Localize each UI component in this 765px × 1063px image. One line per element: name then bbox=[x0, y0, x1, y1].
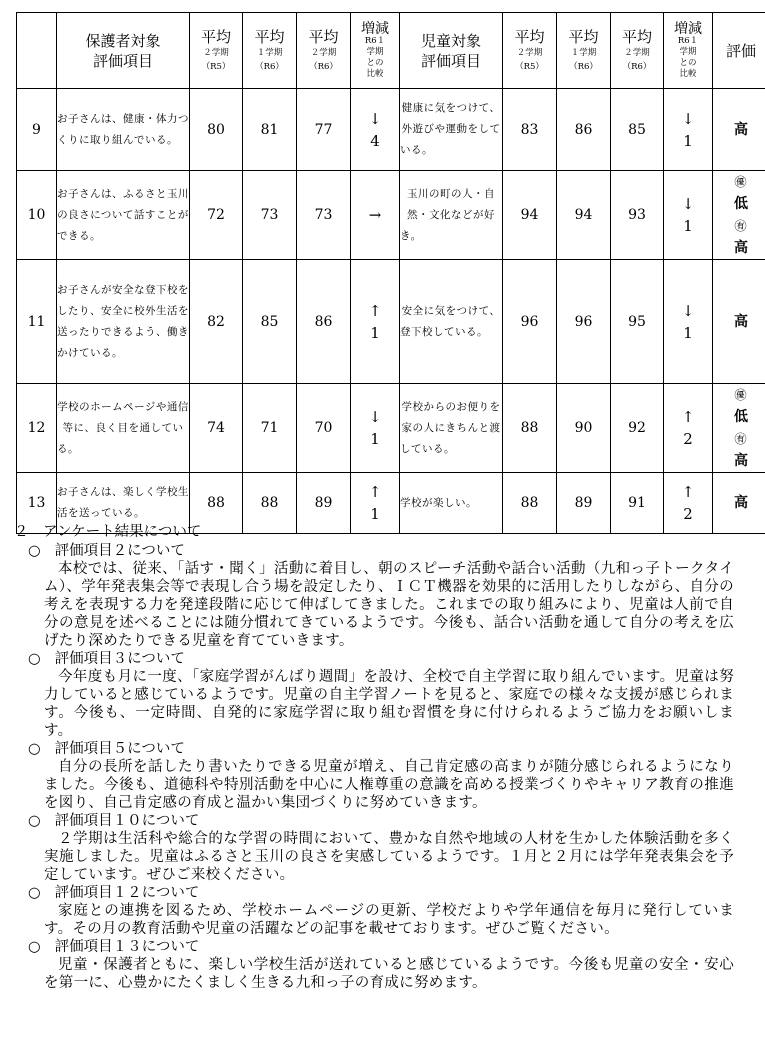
diff-value: 1 bbox=[683, 323, 693, 342]
child-avg-r6-term2 bbox=[611, 171, 664, 260]
commentary-item-title bbox=[28, 812, 734, 830]
commentary-title-text: 評価項目３について bbox=[54, 651, 185, 667]
commentary-title-text: 評価項目１３について bbox=[54, 939, 200, 955]
term-label: １学期 bbox=[570, 47, 597, 58]
value: 85 bbox=[260, 313, 279, 330]
value: 94 bbox=[520, 207, 539, 223]
child-item-text bbox=[400, 260, 503, 384]
commentary-item bbox=[14, 542, 734, 650]
year-label: （R6） bbox=[622, 61, 652, 72]
arrow-icon: ↑ bbox=[681, 483, 695, 501]
parent-diff bbox=[351, 260, 400, 384]
parent-diff bbox=[351, 384, 400, 473]
commentary-body: 自分の長所を話したり書いたりできる児童が増え、自己肯定感の高まりが随分感じられるようになりました。今後も、道徳科や特別活動を中心に人権尊重の意識を高める授業づくりやキャリア教育の推進を図り、自己肯定感の育成と温かい集団づくりに努めていきます。 bbox=[44, 759, 734, 811]
value: 72 bbox=[207, 207, 225, 223]
circle-bullet-icon: ○ bbox=[28, 741, 41, 757]
value: 86 bbox=[574, 121, 593, 138]
child-avg-r6-term1 bbox=[557, 384, 611, 473]
commentary-title-text: 評価項目２について bbox=[54, 543, 185, 559]
term-label: ２学期 bbox=[203, 47, 229, 58]
circle-bullet-icon: ○ bbox=[28, 543, 41, 559]
evaluation bbox=[713, 171, 765, 260]
child-item-text bbox=[400, 384, 503, 473]
item-number-text: 9 bbox=[32, 121, 41, 138]
parent-avg-r5-term2 bbox=[190, 384, 243, 473]
diff-value: 1 bbox=[683, 217, 693, 235]
eval-mark-icon: ㊝ bbox=[734, 388, 747, 402]
header-eval bbox=[713, 13, 765, 89]
circle-bullet-icon: ○ bbox=[28, 885, 41, 901]
header-number bbox=[17, 13, 57, 89]
value: 74 bbox=[207, 420, 225, 436]
survey-results-table bbox=[16, 12, 765, 534]
arrow-icon: ↓ bbox=[681, 109, 695, 128]
parent-avg-r6-term1 bbox=[243, 89, 297, 171]
header-child-r6-term1 bbox=[557, 13, 611, 89]
eval-value: 高 bbox=[734, 240, 748, 256]
child-avg-r5-term2 bbox=[503, 89, 557, 171]
parent-avg-r6-term1 bbox=[243, 260, 297, 384]
parent-avg-r6-term1 bbox=[243, 384, 297, 473]
value: 83 bbox=[520, 121, 539, 138]
eval-value: 高 bbox=[734, 495, 748, 511]
eval-mark-icon: ㊒ bbox=[734, 432, 747, 446]
child-avg-r6-term1 bbox=[557, 260, 611, 384]
value: 88 bbox=[260, 495, 279, 511]
value: 89 bbox=[574, 495, 593, 511]
value: 70 bbox=[314, 420, 333, 436]
parent-avg-r6-term2 bbox=[297, 171, 351, 260]
item-number bbox=[17, 171, 57, 260]
avg-label: 平均 bbox=[621, 27, 652, 46]
parent-item-label: お子さんは、健康・体力つくりに取り組んでいる。 bbox=[57, 112, 189, 146]
parent-item-text bbox=[57, 384, 190, 473]
circle-bullet-icon: ○ bbox=[28, 813, 41, 829]
commentary-item-title bbox=[28, 650, 734, 668]
child-item-label: 学校からのお便りを家の人にきちんと渡している。 bbox=[400, 400, 501, 455]
child-avg-r6-term2 bbox=[611, 89, 664, 171]
eval-second bbox=[713, 215, 765, 259]
avg-label: 平均 bbox=[514, 27, 545, 46]
evaluation bbox=[713, 384, 765, 473]
commentary-items bbox=[14, 542, 734, 992]
arrow-icon: ↑ bbox=[368, 483, 382, 501]
term-label: ２学期 bbox=[310, 47, 337, 58]
term-label: ２学期 bbox=[624, 47, 650, 58]
commentary-body: 家庭との連携を図るため、学校ホームページの更新、学校だよりや学年通信を毎月に発行しています。その月の教育活動や児童の活躍などの記事を載せております。ぜひご覧ください。 bbox=[44, 903, 734, 937]
commentary-item-title bbox=[28, 740, 734, 758]
eval-mark-icon: ㊝ bbox=[734, 175, 747, 189]
diff-value: 1 bbox=[370, 505, 380, 523]
commentary-title-text: 評価項目１０について bbox=[54, 813, 200, 829]
avg-label: 平均 bbox=[200, 27, 231, 46]
header-parent-r6-term1 bbox=[243, 13, 297, 89]
parent-diff bbox=[351, 171, 400, 260]
eval-value: 高 bbox=[734, 313, 748, 330]
circle-bullet-icon: ○ bbox=[28, 651, 41, 667]
parent-avg-r6-term2 bbox=[297, 384, 351, 473]
commentary-item bbox=[14, 884, 734, 938]
header-parent-item bbox=[57, 13, 190, 89]
parent-item-label: 学校のホームページや通信等に、良く目を通している。 bbox=[57, 400, 189, 455]
table-row bbox=[17, 384, 765, 473]
child-avg-r6-term1 bbox=[557, 89, 611, 171]
parent-item-text bbox=[57, 260, 190, 384]
arrow-icon: ↑ bbox=[368, 301, 382, 320]
child-item-label: 玉川の町の人・自然・文化などが好き。 bbox=[400, 187, 495, 242]
commentary-item bbox=[14, 812, 734, 884]
commentary-item-title bbox=[28, 938, 734, 956]
evaluation bbox=[713, 260, 765, 384]
parent-item-label: お子さんが安全な登下校をしたり、安全に校外生活を送ったりできるよう、働きかけている。 bbox=[57, 283, 189, 359]
child-item-text bbox=[400, 89, 503, 171]
diff-value: 1 bbox=[370, 430, 380, 448]
eval-value: 低 bbox=[734, 409, 748, 425]
term-label: ２学期 bbox=[516, 47, 543, 58]
year-label: （R5） bbox=[201, 61, 231, 72]
avg-label: 平均 bbox=[254, 27, 285, 46]
header-child-item bbox=[400, 13, 503, 89]
value: 94 bbox=[574, 207, 593, 223]
circle-bullet-icon: ○ bbox=[28, 939, 41, 955]
value: 88 bbox=[520, 420, 539, 436]
child-diff bbox=[664, 384, 713, 473]
table-row bbox=[17, 89, 765, 171]
commentary-body: 児童・保護者ともに、楽しい学校生活が送れていると感じているようです。今後も児童の安全・安心を第一に、心豊かにたくましく生きる九和っ子の育成に努めます。 bbox=[44, 957, 734, 991]
header-parent-r6-term2 bbox=[297, 13, 351, 89]
table-row bbox=[17, 171, 765, 260]
value: 90 bbox=[574, 420, 593, 436]
value: 73 bbox=[260, 207, 279, 223]
value: 77 bbox=[314, 121, 333, 138]
avg-label: 平均 bbox=[568, 27, 599, 46]
value: 96 bbox=[520, 313, 539, 330]
value: 81 bbox=[260, 121, 279, 138]
diff-value: 2 bbox=[683, 430, 693, 448]
item-number-text: 13 bbox=[27, 495, 46, 511]
eval-value: 低 bbox=[734, 196, 748, 212]
item-number-text: 12 bbox=[27, 420, 46, 436]
commentary-body: 本校では、従来、「話す・聞く」活動に着目し、朝のスピーチ活動や話合い活動（九和っ子トークタイム）、学年発表集会等で表現し合う場を設定したり、ＩＣＴ機器を効果的に活用したりしながら、自分の考えを表現する力を発達段階に応じて伸ばしてきました。これまでの取り組みにより、児童は人前で自分の意見を述べることには随分慣れてきているようです。今後も、話合い活動を通して自分の考えを広げたり深めたりできる児童を育てていきます。 bbox=[44, 561, 734, 649]
term-label: １学期 bbox=[256, 47, 283, 58]
item-number bbox=[17, 260, 57, 384]
child-avg-r6-term2 bbox=[611, 384, 664, 473]
year-label: （R6） bbox=[569, 61, 598, 72]
header-parent-item-label: 保護者対象 評価項目 bbox=[85, 31, 161, 70]
child-diff bbox=[664, 89, 713, 171]
child-item-label: 健康に気をつけて、外遊びや運動をしている。 bbox=[400, 102, 501, 156]
table-header-row bbox=[17, 13, 765, 89]
arrow-icon: ↓ bbox=[681, 195, 695, 213]
parent-avg-r6-term2 bbox=[297, 260, 351, 384]
eval-first bbox=[713, 384, 765, 428]
value: 91 bbox=[628, 495, 646, 511]
diff-label: 増減 bbox=[361, 20, 389, 37]
item-number-text: 10 bbox=[27, 207, 46, 223]
header-child-r5-term2 bbox=[503, 13, 557, 89]
commentary-item bbox=[14, 938, 734, 992]
commentary-body: ２学期は生活科や総合的な学習の時間において、豊かな自然や地域の人材を生かした体験活動を多く実施しました。児童はふるさと玉川の良さを実感しているようです。１月と２月には学年発表集会を予定しています。ぜひご来校ください。 bbox=[44, 831, 734, 883]
value: 80 bbox=[207, 121, 225, 138]
arrow-icon: ↓ bbox=[368, 109, 382, 128]
section-title: ２ アンケート結果について bbox=[14, 524, 202, 540]
header-child-item-label: 児童対象 評価項目 bbox=[420, 31, 481, 70]
arrow-icon: → bbox=[368, 206, 382, 224]
eval-second bbox=[713, 428, 765, 472]
year-label: （R6） bbox=[309, 61, 338, 72]
commentary-title-text: 評価項目５について bbox=[54, 741, 185, 757]
value: 92 bbox=[628, 420, 646, 436]
child-item-label: 安全に気をつけて、登下校している。 bbox=[400, 304, 501, 338]
header-child-diff bbox=[664, 13, 713, 89]
value: 93 bbox=[628, 207, 646, 223]
table-row bbox=[17, 260, 765, 384]
parent-item-label: お子さんは、ふるさと玉川の良さについて話すことができる。 bbox=[57, 187, 189, 242]
value: 89 bbox=[314, 495, 333, 511]
diff-value: 4 bbox=[370, 131, 380, 150]
arrow-icon: ↑ bbox=[681, 408, 695, 426]
eval-mark-icon: ㊒ bbox=[734, 219, 747, 233]
arrow-icon: ↓ bbox=[368, 408, 382, 426]
parent-diff bbox=[351, 89, 400, 171]
eval-first bbox=[713, 171, 765, 215]
diff-value: 1 bbox=[370, 323, 380, 342]
commentary-title-text: 評価項目１２について bbox=[54, 885, 200, 901]
parent-item-label: お子さんは、楽しく学校生活を送っている。 bbox=[57, 486, 189, 519]
eval-value: 高 bbox=[734, 121, 748, 138]
child-avg-r5-term2 bbox=[503, 171, 557, 260]
child-avg-r5-term2 bbox=[503, 384, 557, 473]
parent-avg-r6-term2 bbox=[297, 89, 351, 171]
child-diff bbox=[664, 171, 713, 260]
header-parent-r5-term2 bbox=[190, 13, 243, 89]
diff-sub-label: R6１ 学期 との 比較 bbox=[364, 35, 386, 79]
child-item-label: 学校が楽しい。 bbox=[400, 496, 477, 509]
header-parent-diff bbox=[351, 13, 400, 89]
item-number-text: 11 bbox=[27, 313, 46, 330]
commentary-item-title bbox=[28, 542, 734, 560]
child-diff bbox=[664, 260, 713, 384]
parent-avg-r5-term2 bbox=[190, 260, 243, 384]
value: 73 bbox=[314, 207, 333, 223]
child-avg-r6-term1 bbox=[557, 171, 611, 260]
parent-item-text bbox=[57, 89, 190, 171]
item-number bbox=[17, 89, 57, 171]
year-label: （R5） bbox=[515, 61, 544, 72]
year-label: （R6） bbox=[255, 61, 284, 72]
value: 82 bbox=[207, 313, 225, 330]
parent-avg-r5-term2 bbox=[190, 89, 243, 171]
value: 96 bbox=[574, 313, 593, 330]
child-avg-r6-term2 bbox=[611, 260, 664, 384]
parent-avg-r5-term2 bbox=[190, 171, 243, 260]
header-child-r6-term2 bbox=[611, 13, 664, 89]
diff-value: 1 bbox=[683, 131, 693, 150]
eval-label: 評価 bbox=[725, 42, 756, 60]
arrow-icon: ↓ bbox=[681, 301, 695, 320]
value: 88 bbox=[207, 495, 225, 511]
commentary-item bbox=[14, 740, 734, 812]
survey-commentary-section bbox=[14, 523, 734, 992]
diff-sub-label: R6１ 学期 との 比較 bbox=[677, 35, 699, 79]
parent-item-text bbox=[57, 171, 190, 260]
eval-value: 高 bbox=[734, 453, 748, 469]
value: 95 bbox=[628, 313, 646, 330]
commentary-body: 今年度も月に一度、「家庭学習がんばり週間」を設け、全校で自主学習に取り組んでいます。児童は努力していると感じているようです。児童の自主学習ノートを見ると、家庭での様々な支援が感じられます。今後も、一定時間、自発的に家庭学習に取り組む習慣を身に付けられるようご協力をお願いします。 bbox=[44, 669, 734, 739]
diff-value: 2 bbox=[683, 505, 693, 523]
commentary-item-title bbox=[28, 884, 734, 902]
item-number bbox=[17, 384, 57, 473]
value: 88 bbox=[520, 495, 539, 511]
parent-avg-r6-term1 bbox=[243, 171, 297, 260]
diff-label: 増減 bbox=[674, 20, 702, 37]
value: 71 bbox=[260, 420, 279, 436]
value: 86 bbox=[314, 313, 333, 330]
child-item-text bbox=[400, 171, 503, 260]
value: 85 bbox=[628, 121, 646, 138]
commentary-item bbox=[14, 650, 734, 740]
evaluation bbox=[713, 89, 765, 171]
avg-label: 平均 bbox=[308, 27, 339, 46]
child-avg-r5-term2 bbox=[503, 260, 557, 384]
